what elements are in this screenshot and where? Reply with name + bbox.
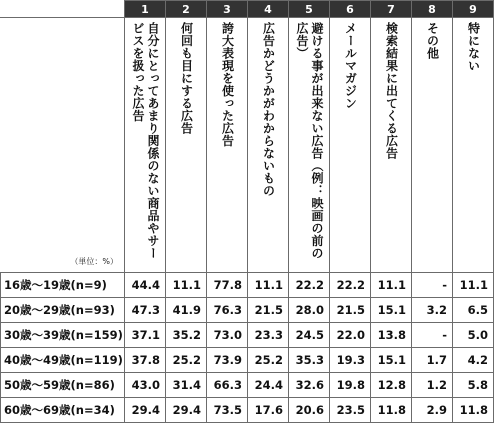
table-row bbox=[1, 298, 494, 323]
column-header-2 bbox=[166, 18, 207, 273]
row-label: 16歳〜19歳(n=9) bbox=[1, 273, 125, 298]
column-number-row bbox=[1, 1, 494, 18]
table-cell: 17.6 bbox=[248, 398, 289, 423]
column-header-text: 自分にとってあまり関係のない商品やサービスを扱った広告 bbox=[131, 22, 160, 260]
table-cell: 35.3 bbox=[289, 348, 330, 373]
column-header-text: 特にない bbox=[466, 22, 481, 72]
table-cell: 4.2 bbox=[453, 348, 494, 373]
table-cell: 5.0 bbox=[453, 323, 494, 348]
column-header-6 bbox=[330, 18, 371, 273]
row-label: 60歳〜69歳(n=34) bbox=[1, 398, 125, 423]
table-cell: 28.0 bbox=[289, 298, 330, 323]
column-number-5: 5 bbox=[289, 1, 330, 18]
table-cell: 21.5 bbox=[248, 298, 289, 323]
column-header-text: 誇大表現を使った広告 bbox=[220, 22, 235, 147]
table-cell: 6.5 bbox=[453, 298, 494, 323]
table-cell: 1.7 bbox=[412, 348, 453, 373]
table-cell: 24.5 bbox=[289, 323, 330, 348]
table-cell: 25.2 bbox=[248, 348, 289, 373]
column-header-text: 検索結果に出てくる広告 bbox=[384, 22, 399, 160]
table-cell: 12.8 bbox=[371, 373, 412, 398]
unit-cell bbox=[1, 18, 125, 273]
table-cell: 24.4 bbox=[248, 373, 289, 398]
unit-label: （単位：%） bbox=[70, 257, 118, 266]
row-label: 20歳〜29歳(n=93) bbox=[1, 298, 125, 323]
column-header-text: その他 bbox=[425, 22, 440, 60]
column-header-text: 広告かどうかがわからないもの bbox=[261, 22, 276, 197]
table-cell: 29.4 bbox=[125, 398, 166, 423]
column-number-9: 9 bbox=[453, 1, 494, 18]
column-header-4 bbox=[248, 18, 289, 273]
column-number-8: 8 bbox=[412, 1, 453, 18]
table-cell: 3.2 bbox=[412, 298, 453, 323]
column-header-8 bbox=[412, 18, 453, 273]
table-cell: 41.9 bbox=[166, 298, 207, 323]
column-header-1 bbox=[125, 18, 166, 273]
table-cell: 25.2 bbox=[166, 348, 207, 373]
table-cell: 77.8 bbox=[207, 273, 248, 298]
table-cell: 13.8 bbox=[371, 323, 412, 348]
column-header-text: メールマガジン bbox=[343, 22, 358, 110]
column-header-7 bbox=[371, 18, 412, 273]
table-cell: 2.9 bbox=[412, 398, 453, 423]
table-cell: 19.8 bbox=[330, 373, 371, 398]
row-label: 30歳〜39歳(n=159) bbox=[1, 323, 125, 348]
table-cell: 1.2 bbox=[412, 373, 453, 398]
table-cell: 11.8 bbox=[453, 398, 494, 423]
column-number-6: 6 bbox=[330, 1, 371, 18]
table-cell: 66.3 bbox=[207, 373, 248, 398]
table-cell: 31.4 bbox=[166, 373, 207, 398]
table-cell: 23.5 bbox=[330, 398, 371, 423]
table-cell: 44.4 bbox=[125, 273, 166, 298]
table-cell: 11.1 bbox=[248, 273, 289, 298]
table-cell: 22.2 bbox=[289, 273, 330, 298]
table-cell: 11.1 bbox=[453, 273, 494, 298]
table-cell: 35.2 bbox=[166, 323, 207, 348]
column-number-3: 3 bbox=[207, 1, 248, 18]
column-number-1: 1 bbox=[125, 1, 166, 18]
column-header-3 bbox=[207, 18, 248, 273]
table-cell: 23.3 bbox=[248, 323, 289, 348]
column-header-row bbox=[1, 18, 494, 273]
table-cell: 11.1 bbox=[371, 273, 412, 298]
table-cell: 76.3 bbox=[207, 298, 248, 323]
table-cell: 47.3 bbox=[125, 298, 166, 323]
corner-cell bbox=[1, 1, 125, 18]
table-cell: 11.1 bbox=[166, 273, 207, 298]
table-cell: 11.8 bbox=[371, 398, 412, 423]
table-row bbox=[1, 323, 494, 348]
column-header-text: 避ける事が出来ない広告（例：映画の前の広告） bbox=[295, 22, 324, 260]
table-cell: 37.8 bbox=[125, 348, 166, 373]
table-cell: 32.6 bbox=[289, 373, 330, 398]
row-label: 50歳〜59歳(n=86) bbox=[1, 373, 125, 398]
row-label: 40歳〜49歳(n=119) bbox=[1, 348, 125, 373]
table-cell: 22.0 bbox=[330, 323, 371, 348]
column-number-7: 7 bbox=[371, 1, 412, 18]
column-number-2: 2 bbox=[166, 1, 207, 18]
table-cell: 5.8 bbox=[453, 373, 494, 398]
table-cell: 20.6 bbox=[289, 398, 330, 423]
column-number-4: 4 bbox=[248, 1, 289, 18]
table-row bbox=[1, 348, 494, 373]
table-cell: 29.4 bbox=[166, 398, 207, 423]
table-cell: - bbox=[412, 323, 453, 348]
table-cell: 43.0 bbox=[125, 373, 166, 398]
table-cell: 15.1 bbox=[371, 298, 412, 323]
table-cell: 15.1 bbox=[371, 348, 412, 373]
table-cell: 22.2 bbox=[330, 273, 371, 298]
table-cell: - bbox=[412, 273, 453, 298]
table-cell: 73.9 bbox=[207, 348, 248, 373]
table-cell: 37.1 bbox=[125, 323, 166, 348]
table-row bbox=[1, 273, 494, 298]
table-cell: 73.5 bbox=[207, 398, 248, 423]
column-header-text: 何回も目にする広告 bbox=[179, 22, 194, 135]
column-header-9 bbox=[453, 18, 494, 273]
column-header-5 bbox=[289, 18, 330, 273]
table-cell: 21.5 bbox=[330, 298, 371, 323]
table-cell: 19.3 bbox=[330, 348, 371, 373]
table-row bbox=[1, 373, 494, 398]
table-cell: 73.0 bbox=[207, 323, 248, 348]
